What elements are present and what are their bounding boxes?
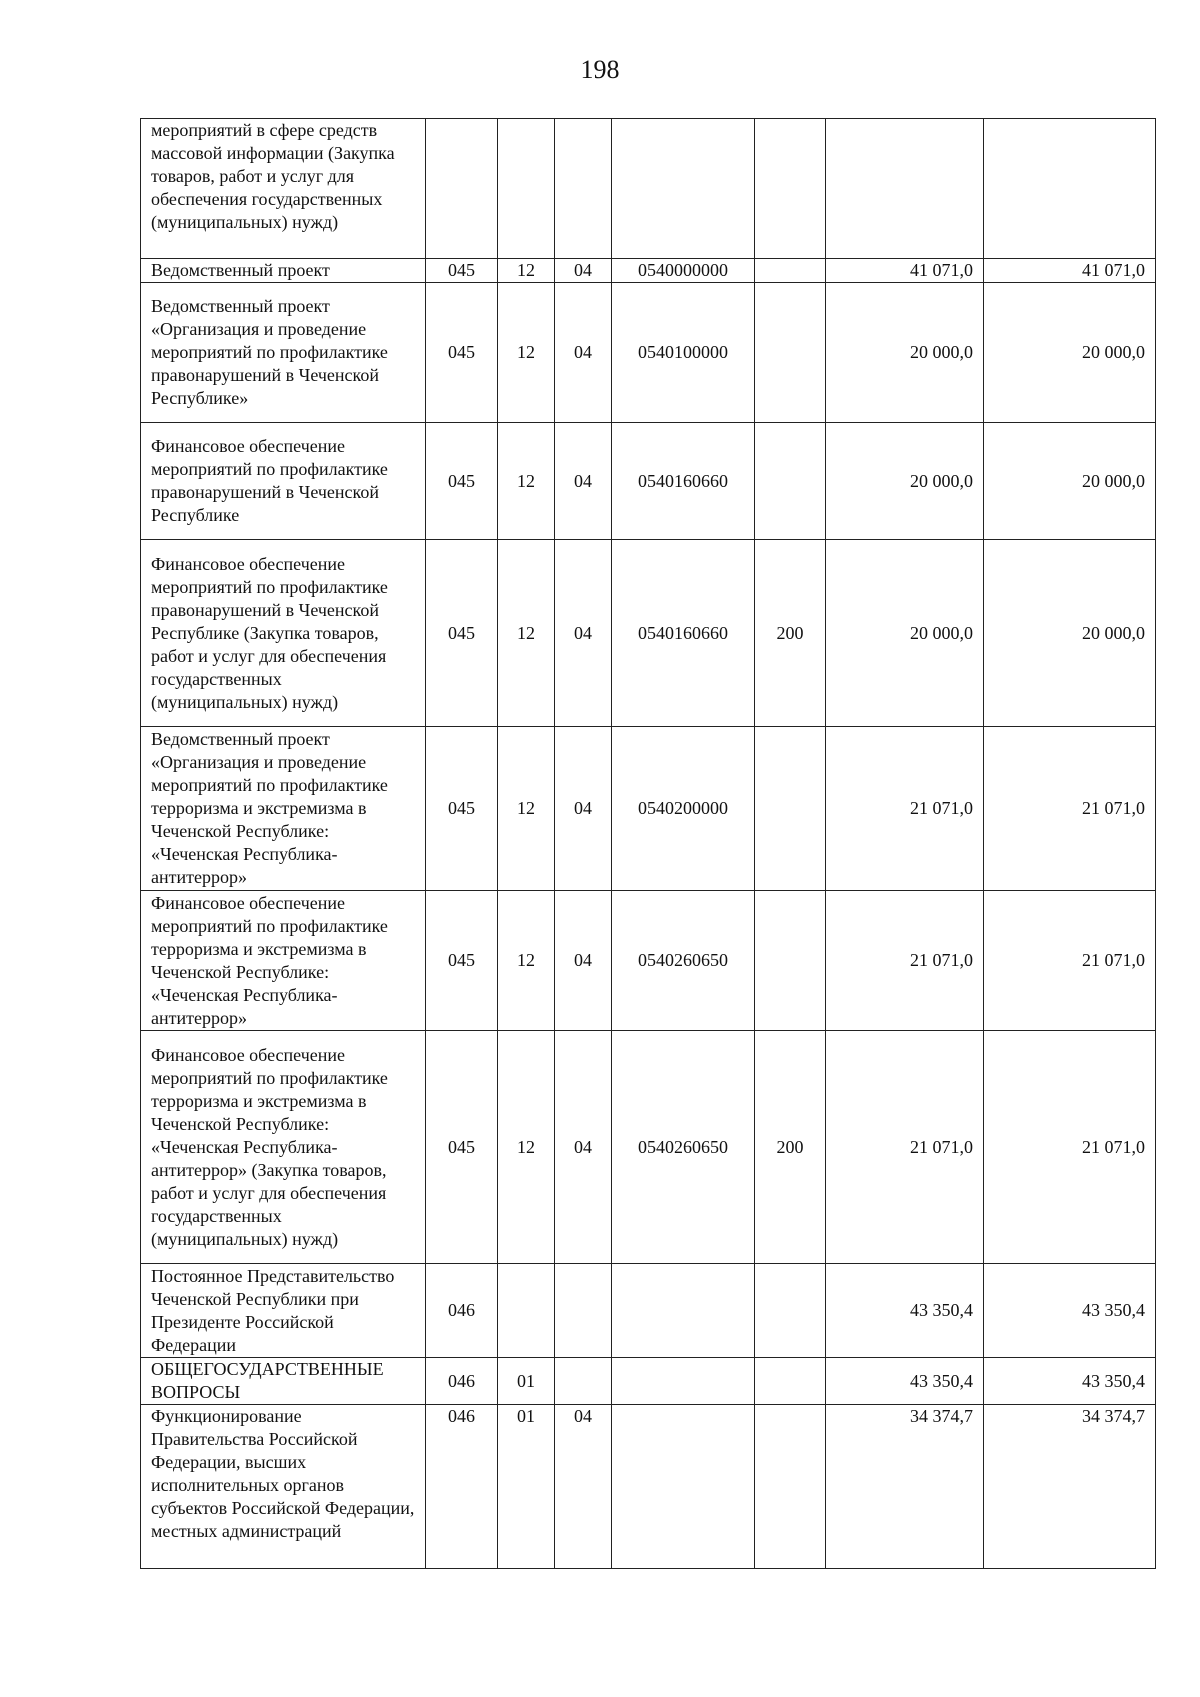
target-article-code: 0540160660 xyxy=(612,423,755,540)
amount-2: 21 071,0 xyxy=(984,1031,1156,1264)
amount-1: 21 071,0 xyxy=(826,727,984,891)
row-name: Ведомственный проект «Организация и проведение мероприятий по профилактике правонарушений в Чеченской Республике» xyxy=(141,283,426,423)
amount-1: 20 000,0 xyxy=(826,540,984,727)
amount-2: 21 071,0 xyxy=(984,891,1156,1031)
amount-2: 41 071,0 xyxy=(984,259,1156,283)
target-article-code xyxy=(612,119,755,259)
ved-code xyxy=(426,119,498,259)
target-article-code: 0540260650 xyxy=(612,1031,755,1264)
section-code: 01 xyxy=(498,1358,555,1405)
target-article-code xyxy=(612,1264,755,1358)
ved-code: 046 xyxy=(426,1405,498,1569)
row-name: ОБЩЕГОСУДАРСТВЕННЫЕ ВОПРОСЫ xyxy=(141,1358,426,1405)
amount-1: 20 000,0 xyxy=(826,283,984,423)
budget-table xyxy=(140,118,1156,1569)
section-code: 01 xyxy=(498,1405,555,1569)
amount-1: 20 000,0 xyxy=(826,423,984,540)
table-row xyxy=(141,1405,1156,1569)
target-article-code xyxy=(612,1358,755,1405)
ved-code: 045 xyxy=(426,727,498,891)
row-name: Функционирование Правительства Российской Федерации, высших исполнительных органов субъектов Российской Федерации, местных администраций xyxy=(141,1405,426,1569)
row-name: Ведомственный проект «Организация и проведение мероприятий по профилактике терроризма и экстремизма в Чеченской Республике: «Чеченская Республика-антитеррор» xyxy=(141,727,426,891)
subsection-code xyxy=(555,1358,612,1405)
subsection-code: 04 xyxy=(555,727,612,891)
amount-2 xyxy=(984,119,1156,259)
expense-type-code xyxy=(755,727,826,891)
amount-1: 43 350,4 xyxy=(826,1358,984,1405)
row-name: Финансовое обеспечение мероприятий по профилактике терроризма и экстремизма в Чеченской Республике: «Чеченская Республика-антитеррор» (Закупка товаров, работ и услуг для обеспечения государственных (муниципальных) нужд) xyxy=(141,1031,426,1264)
table-row xyxy=(141,1031,1156,1264)
amount-2: 21 071,0 xyxy=(984,727,1156,891)
amount-2: 20 000,0 xyxy=(984,540,1156,727)
ved-code: 046 xyxy=(426,1358,498,1405)
expense-type-code xyxy=(755,423,826,540)
section-code: 12 xyxy=(498,727,555,891)
amount-1: 34 374,7 xyxy=(826,1405,984,1569)
amount-2: 34 374,7 xyxy=(984,1405,1156,1569)
ved-code: 045 xyxy=(426,1031,498,1264)
amount-1: 21 071,0 xyxy=(826,1031,984,1264)
expense-type-code xyxy=(755,119,826,259)
target-article-code: 0540100000 xyxy=(612,283,755,423)
expense-type-code xyxy=(755,1358,826,1405)
table-row xyxy=(141,1358,1156,1405)
section-code xyxy=(498,119,555,259)
expense-type-code xyxy=(755,259,826,283)
section-code: 12 xyxy=(498,259,555,283)
ved-code: 045 xyxy=(426,423,498,540)
ved-code: 046 xyxy=(426,1264,498,1358)
ved-code: 045 xyxy=(426,891,498,1031)
row-name: Финансовое обеспечение мероприятий по профилактике правонарушений в Чеченской Республике (Закупка товаров, работ и услуг для обеспечения государственных (муниципальных) нужд) xyxy=(141,540,426,727)
page-number: 198 xyxy=(580,55,620,84)
subsection-code: 04 xyxy=(555,891,612,1031)
row-name: мероприятий в сфере средств массовой информации (Закупка товаров, работ и услуг для обеспечения государственных (муниципальных) нужд) xyxy=(141,119,426,259)
subsection-code: 04 xyxy=(555,283,612,423)
row-name: Ведомственный проект xyxy=(141,259,426,283)
amount-1: 43 350,4 xyxy=(826,1264,984,1358)
expense-type-code xyxy=(755,1264,826,1358)
table-row xyxy=(141,891,1156,1031)
section-code: 12 xyxy=(498,423,555,540)
subsection-code: 04 xyxy=(555,540,612,727)
amount-1: 21 071,0 xyxy=(826,891,984,1031)
subsection-code: 04 xyxy=(555,259,612,283)
subsection-code: 04 xyxy=(555,423,612,540)
section-code: 12 xyxy=(498,891,555,1031)
amount-2: 20 000,0 xyxy=(984,283,1156,423)
ved-code: 045 xyxy=(426,540,498,727)
row-name: Постоянное Представительство Чеченской Республики при Президенте Российской Федерации xyxy=(141,1264,426,1358)
target-article-code: 0540260650 xyxy=(612,891,755,1031)
expense-type-code: 200 xyxy=(755,540,826,727)
ved-code: 045 xyxy=(426,283,498,423)
subsection-code xyxy=(555,119,612,259)
ved-code: 045 xyxy=(426,259,498,283)
amount-1: 41 071,0 xyxy=(826,259,984,283)
target-article-code xyxy=(612,1405,755,1569)
subsection-code: 04 xyxy=(555,1031,612,1264)
subsection-code: 04 xyxy=(555,1405,612,1569)
section-code: 12 xyxy=(498,1031,555,1264)
subsection-code xyxy=(555,1264,612,1358)
table-row xyxy=(141,1264,1156,1358)
amount-2: 20 000,0 xyxy=(984,423,1156,540)
section-code: 12 xyxy=(498,540,555,727)
expense-type-code: 200 xyxy=(755,1031,826,1264)
table-row xyxy=(141,283,1156,423)
expense-type-code xyxy=(755,1405,826,1569)
section-code xyxy=(498,1264,555,1358)
expense-type-code xyxy=(755,891,826,1031)
target-article-code: 0540000000 xyxy=(612,259,755,283)
row-name: Финансовое обеспечение мероприятий по профилактике правонарушений в Чеченской Республике xyxy=(141,423,426,540)
expense-type-code xyxy=(755,283,826,423)
amount-2: 43 350,4 xyxy=(984,1264,1156,1358)
amount-2: 43 350,4 xyxy=(984,1358,1156,1405)
target-article-code: 0540200000 xyxy=(612,727,755,891)
amount-1 xyxy=(826,119,984,259)
table-row xyxy=(141,119,1156,259)
table-row xyxy=(141,423,1156,540)
section-code: 12 xyxy=(498,283,555,423)
table-row xyxy=(141,727,1156,891)
table-row xyxy=(141,259,1156,283)
row-name: Финансовое обеспечение мероприятий по профилактике терроризма и экстремизма в Чеченской Республике: «Чеченская Республика-антитеррор» xyxy=(141,891,426,1031)
table-row xyxy=(141,540,1156,727)
target-article-code: 0540160660 xyxy=(612,540,755,727)
